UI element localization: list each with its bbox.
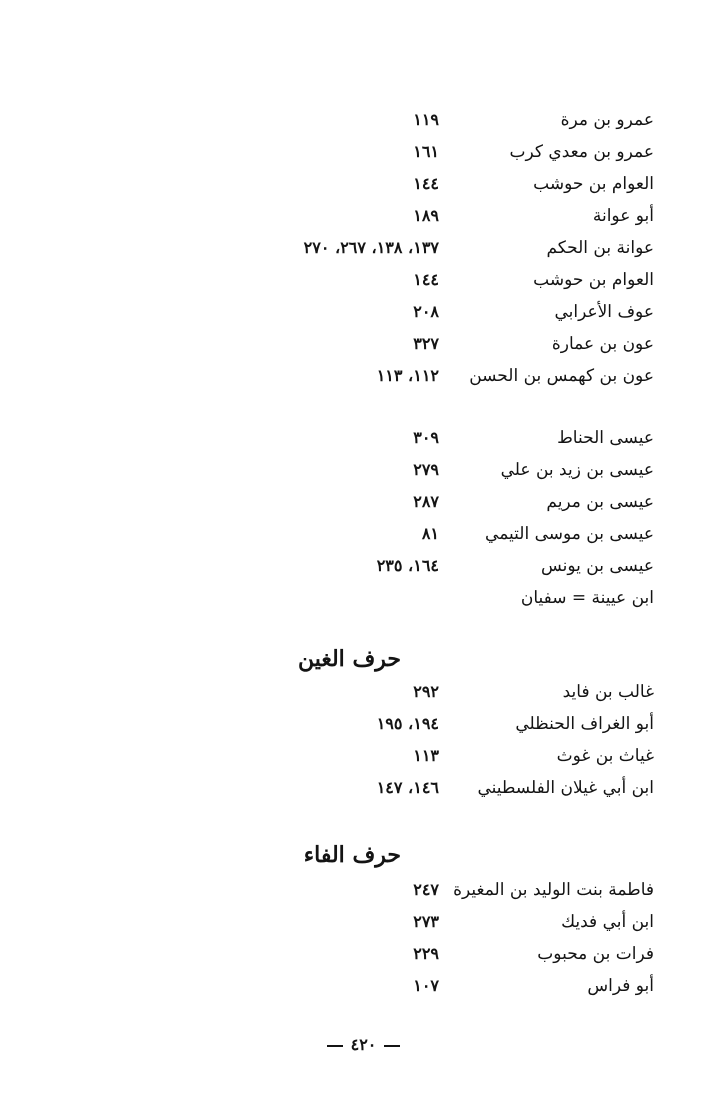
index-entry: [0, 972, 727, 1002]
page-number: ٤٢٠: [350, 1035, 377, 1054]
entry-pages: ٢٢٩: [413, 944, 439, 963]
entry-name: عيسى بن زيد بن علي: [500, 460, 654, 480]
entry-pages: ١٤٤: [413, 270, 439, 289]
entry-name: عيسى بن مريم: [546, 492, 654, 512]
entry-pages: ١١٩: [413, 110, 439, 129]
entry-name: غياث بن غوث: [556, 746, 654, 766]
index-entry: [0, 584, 727, 614]
entry-name: عيسى بن يونس: [540, 556, 654, 576]
index-entry: [0, 552, 727, 582]
index-entry: [0, 424, 727, 454]
entry-name: فاطمة بنت الوليد بن المغيرة: [453, 880, 654, 900]
entry-pages: ١٠٧: [413, 976, 439, 995]
entry-name: العوام بن حوشب: [533, 174, 654, 194]
entry-name: عمرو بن معدي كرب: [509, 142, 654, 162]
index-entry: [0, 742, 727, 772]
entry-name: عمرو بن مرة: [560, 110, 654, 130]
index-entry: [0, 362, 727, 392]
page-number-footer: [0, 1034, 727, 1056]
entry-pages: ١٣٧، ١٣٨، ٢٦٧، ٢٧٠: [303, 238, 439, 257]
index-entry: [0, 138, 727, 168]
entry-pages: ٣٢٧: [413, 334, 439, 353]
entry-name: العوام بن حوشب: [533, 270, 654, 290]
entry-pages: ٢٩٢: [413, 682, 439, 701]
entry-name: أبو الغراف الحنظلي: [515, 714, 654, 734]
entry-pages: ٢٠٨: [413, 302, 439, 321]
index-entry: [0, 298, 727, 328]
entry-name: أبو عوانة: [592, 206, 654, 226]
entry-name: عون بن كهمس بن الحسن: [469, 366, 654, 386]
entry-pages: ٢٧٩: [413, 460, 439, 479]
entry-name: ابن أبي غيلان الفلسطيني: [477, 778, 654, 798]
entry-name: عوف الأعرابي: [554, 302, 654, 322]
index-entry: [0, 876, 727, 906]
index-entry: [0, 678, 727, 708]
entry-pages: ١١٣: [413, 746, 439, 765]
entry-pages: ١٦٤، ٢٣٥: [376, 556, 439, 575]
entry-pages: ٢٨٧: [413, 492, 439, 511]
index-entry: [0, 520, 727, 550]
index-entry: [0, 908, 727, 938]
entry-name: ابن أبي فديك: [561, 912, 654, 932]
entry-name: عوانة بن الحكم: [546, 238, 654, 258]
entry-pages: ١١٢، ١١٣: [376, 366, 439, 385]
entry-name: عون بن عمارة: [551, 334, 654, 354]
entry-pages: ١٤٦، ١٤٧: [376, 778, 439, 797]
entry-pages: ٢٧٣: [413, 912, 439, 931]
entry-pages: ٣٠٩: [413, 428, 439, 447]
entry-pages: ١٨٩: [413, 206, 439, 225]
entry-name: أبو فراس: [587, 976, 654, 996]
index-entry: [0, 106, 727, 136]
index-entry: [0, 488, 727, 518]
index-entry: [0, 202, 727, 232]
index-entry: [0, 170, 727, 200]
index-entry: [0, 456, 727, 486]
index-entry: [0, 234, 727, 264]
section-heading-fa: حرف الفاء: [303, 842, 401, 868]
dash-divider: [327, 1045, 343, 1047]
dash-divider: [384, 1045, 400, 1047]
index-entry: [0, 710, 727, 740]
entry-pages: ١٤٤: [413, 174, 439, 193]
index-entry: [0, 940, 727, 970]
index-entry: [0, 266, 727, 296]
entry-pages: ١٦١: [413, 142, 439, 161]
section-heading-ghain: حرف الغين: [297, 646, 401, 672]
entry-name: عيسى بن موسى التيمي: [485, 524, 654, 544]
index-entry: [0, 774, 727, 804]
entry-name: غالب بن فايد: [562, 682, 654, 702]
entry-name: عيسى الحناط: [557, 428, 654, 448]
entry-name: فرات بن محبوب: [537, 944, 654, 964]
entry-pages: ٨١: [421, 524, 439, 543]
entry-pages: ٢٤٧: [413, 880, 439, 899]
entry-name: ابن عيينة = سفيان: [520, 588, 654, 608]
index-entry: [0, 330, 727, 360]
entry-pages: ١٩٤، ١٩٥: [376, 714, 439, 733]
